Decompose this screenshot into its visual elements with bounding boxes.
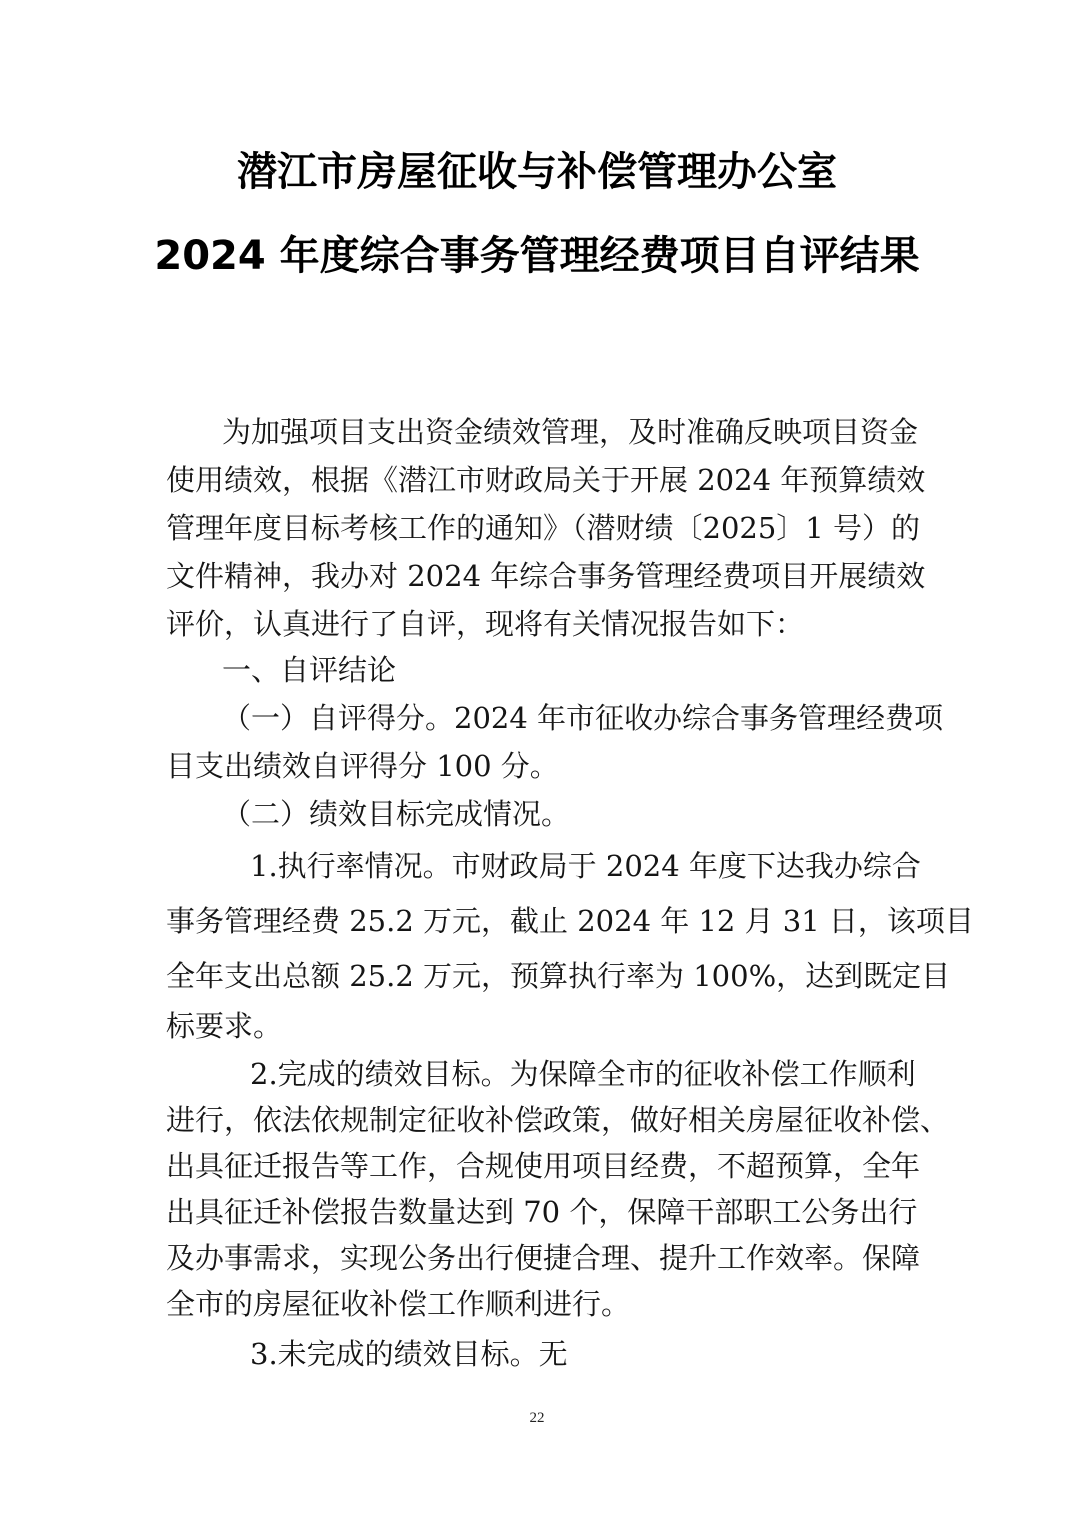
completed-line-1: 2.完成的绩效目标。为保障全市的征收补偿工作顺利	[250, 1057, 916, 1091]
score-line-2: 目支出绩效自评得分 100 分。	[166, 749, 559, 783]
intro-line-2: 使用绩效，根据《潜江市财政局关于开展 2024 年预算绩效	[166, 463, 926, 497]
completed-line-5: 及办事需求，实现公务出行便捷合理、提升工作效率。保障	[166, 1241, 921, 1275]
execution-line-4: 标要求。	[166, 1009, 283, 1043]
document-title-line-2: 2024 年度综合事务管理经费项目自评结果	[154, 233, 920, 279]
completed-line-3: 出具征迁报告等工作，合规使用项目经费，不超预算，全年	[166, 1149, 921, 1183]
intro-line-1: 为加强项目支出资金绩效管理，及时准确反映项目资金	[222, 415, 919, 449]
score-line-1: （一）自评得分。2024 年市征收办综合事务管理经费项	[222, 701, 944, 735]
section-heading-conclusion: 一、自评结论	[222, 653, 397, 687]
subheading-targets: （二）绩效目标完成情况。	[222, 797, 571, 831]
intro-line-3: 管理年度目标考核工作的通知》（潜财绩〔2025〕1 号）的	[166, 511, 920, 545]
page-number: 22	[529, 1410, 545, 1426]
intro-line-4: 文件精神，我办对 2024 年综合事务管理经费项目开展绩效	[166, 559, 926, 593]
execution-line-3: 全年支出总额 25.2 万元，预算执行率为 100%，达到既定目	[166, 959, 951, 993]
intro-line-5: 评价，认真进行了自评，现将有关情况报告如下：	[166, 607, 805, 641]
completed-line-6: 全市的房屋征收补偿工作顺利进行。	[166, 1287, 631, 1321]
execution-line-2: 事务管理经费 25.2 万元，截止 2024 年 12 月 31 日，该项目	[166, 904, 974, 938]
document-title-line-1: 潜江市房屋征收与补偿管理办公室	[237, 149, 837, 195]
uncompleted-targets: 3.未完成的绩效目标。无	[250, 1337, 568, 1371]
completed-line-4: 出具征迁补偿报告数量达到 70 个，保障干部职工公务出行	[166, 1195, 918, 1229]
completed-line-2: 进行，依法依规制定征收补偿政策，做好相关房屋征收补偿、	[166, 1103, 950, 1137]
execution-line-1: 1.执行率情况。市财政局于 2024 年度下达我办综合	[250, 849, 921, 883]
